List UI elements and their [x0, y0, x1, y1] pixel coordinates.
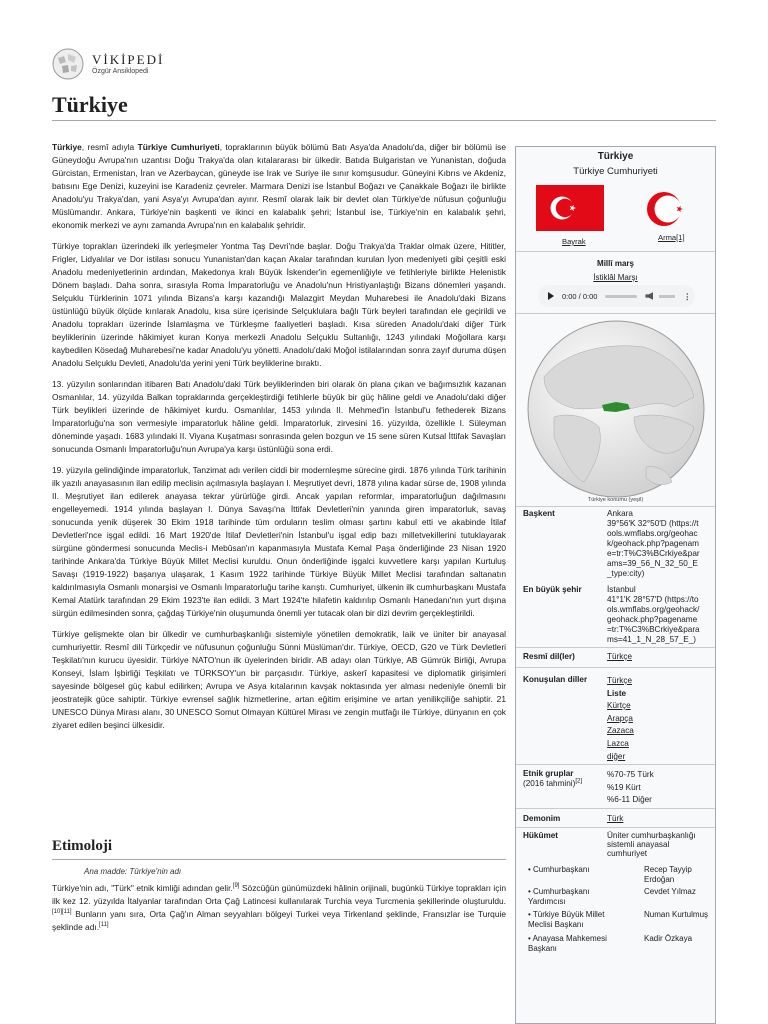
infobox-separator: [516, 313, 715, 314]
infobox-separator: [516, 827, 715, 828]
more-options-icon[interactable]: ⋮: [683, 291, 691, 301]
official-language-value[interactable]: Türkçe: [607, 652, 633, 661]
demonym-label: Demonim: [523, 814, 561, 823]
emblem-caption[interactable]: Arma[1]: [658, 233, 685, 242]
capital-value[interactable]: [607, 509, 711, 579]
language-item[interactable]: Türkçe: [607, 676, 633, 685]
location-globe-map[interactable]: [524, 317, 709, 502]
ethnic-item[interactable]: %70-75 Türk: [607, 770, 654, 779]
largest-city-label: En büyük şehir: [523, 585, 582, 594]
page-title: Türkiye: [52, 92, 128, 117]
leader-name[interactable]: Cevdet Yılmaz: [644, 887, 696, 896]
reference-link[interactable]: [11]: [99, 922, 109, 929]
reference-link[interactable]: [2]: [575, 778, 583, 785]
infobox-separator: [516, 251, 715, 252]
leader-role-text[interactable]: Türkiye Büyük Millet Meclisi Başkanı: [528, 910, 605, 929]
history-paragraph-3: 19. yüzyıla gelindiğinde imparatorluk, Tanzimat adı verilen ciddi bir modernleşme sürecine girdi. 1876 yılında Türk tarihinin ilk yazılı anayasasının ilan edilip meclisin açılmasıyla başlayan I. Meşrutiyet devri, 1878 yılına kadar sürse de, 1908 yılında II. Meşrutiyet ilan edilerek anayasa tekrar yürürlüğe girdi. Ancak yapılan reformlar, imparatorluğun dağılmasını engelleyemedi. 1914 yılında başlayan I. Dünya Savaşı'na İttifak Devletleri'nin yanında giren imparatorluk, savaş sonucunda yenik düşerek 30 Ekim 1918 tarihinde tüm orduların teslim olması şartını kabul etti ve akabinde İtilaf Devletleri'nce işgal edildi. 16 Mart 1920'de İtilaf Devletleri'nin İstanbul'u işgal edip bazı milletvekillerini tutuklayarak sürgüne göndermesi sonucunda Meclis-i Mebûsan'ın kapanmasıyla Mustafa Kemal Paşa önderliğinde 23 Nisan 1920 tarihinde Ankara'da Türkiye Büyük Millet Meclisi kuruldu. Onun önderliğinde işgalci kuvvetlere karşı yapılan Kurtuluş Savaşı (1919-1922) başarıya ulaşarak, 1 Kasım 1922 tarihinde Türkiye Büyük Millet Meclisi tarafından saltanatın kaldırılmasıyla Osmanlı monarşisi ve Osmanlı İmparatorluğu tarihe karıştı. Cumhuriyet, ülkenin ilk cumhurbaşkanı Mustafa Kemal Atatürk tarafından 29 Ekim 1923'te ilan edildi. 3 Mart 1924'te hilafetin kaldırılıp Osmanlı Hanedanı'nın yurt dışına sürgün edilmesinden sonra, çağdaş Türkiye'nin oluşumunda önemli yer tutacak olan bir dizi devrim gerçekleştirildi.: [52, 465, 506, 618]
wikipedia-globe-logo[interactable]: [52, 48, 84, 80]
leader-name[interactable]: Recep Tayyip Erdoğan: [644, 865, 692, 884]
hatnote-main-article[interactable]: Ana madde: Türkiye'nin adı: [84, 867, 182, 876]
ethnic-item[interactable]: %19 Kürt: [607, 782, 641, 792]
etymology-text-1: Türkiye'nin adı, "Türk" etnik kimliği adından gelir.: [52, 883, 233, 893]
language-item[interactable]: diğer: [607, 751, 626, 761]
site-tagline: Özgür Ansiklopedi: [92, 68, 149, 75]
demonym-value[interactable]: Türk: [607, 814, 624, 823]
leader-role[interactable]: • Türkiye Büyük Millet Meclisi Başkanı: [528, 910, 605, 929]
leader-name[interactable]: Numan Kurtulmuş: [644, 910, 709, 919]
reference-link[interactable]: [10][11]: [52, 909, 72, 916]
largest-city-coords[interactable]: ols.wmflabs.org/geohack/: [607, 605, 700, 614]
largest-city-coords[interactable]: =tr:T%C3%BCrkiye&para: [607, 625, 700, 634]
infobox-separator: [516, 667, 715, 668]
etymology-text-3: Bunların yanı sıra, Orta Çağ'ın Alman seyyahları bölgeyi Turkei veya Tirkenland şeklinde, Fransızlar ise Turquie şeklinde adı.: [52, 909, 506, 932]
ethnic-groups-list: [607, 769, 711, 807]
infobox-separator: [516, 506, 715, 507]
map-caption: Türkiye konumu (yeşil): [587, 497, 644, 503]
leader-role-text[interactable]: Anayasa Mahkemesi Başkanı: [528, 934, 607, 953]
lead-paragraph: Türkiye, resmî adıyla Türkiye Cumhuriyeti, topraklarının büyük bölümü Batı Asya'da Anadolu'da, diğer bir bölümü ise Güneydoğu Avrupa'nın uzantısı Doğu Trakya'da olan kıtalararası bir ülkedir. Batıda Bulgaristan ve Yunanistan, doğuda Gürcistan, Ermenistan, İran ve Azerbaycan, güneyde ise Irak ve Suriye ile sınır komşusudur. Güneyini Kıbrıs ve Akdeniz, batısını Ege Denizi, kuzeyini ise Karadeniz çevreler. Marmara Denizi ise İstanbul Boğazı ve Çanakkale Boğazı ile birlikte Anadolu'yu Trakya'dan, yani Asya'yı Avrupa'dan ayırır. Resmî olarak laik bir devlet olan Türkiye'de nüfusun çoğunluğu Müslümandır. Ankara, Türkiye'nin başkenti ve ikinci en kalabalık şehri; İstanbul ise, Türkiye'nin en kalabalık şehri, ekonomik merkezi ve aynı zamanda Avrupa'nın en kalabalık şehridir.: [52, 142, 506, 230]
title-divider: [52, 120, 716, 121]
ethnic-groups-label: [523, 769, 603, 789]
capital-coords[interactable]: 39°56′K 32°50′D (https://t: [607, 519, 699, 528]
capital-label: Başkent: [523, 509, 555, 518]
official-language-label: Resmî dil(ler): [523, 652, 575, 661]
leader-role[interactable]: • Anayasa Mahkemesi Başkanı: [528, 934, 607, 953]
spoken-languages-list: [607, 675, 711, 763]
leader-role-text[interactable]: Cumhurbaşkanı Yardımcısı: [528, 887, 590, 906]
largest-city-coords[interactable]: 41°1′K 28°57′D (https://to: [607, 595, 699, 604]
ethnic-groups-sub: (2016 tahmini): [523, 779, 576, 788]
leader-role-text[interactable]: Cumhurbaşkanı: [533, 865, 590, 874]
play-icon[interactable]: [548, 292, 554, 300]
volume-icon[interactable]: [645, 292, 653, 300]
section-divider: [52, 859, 506, 860]
audio-progress-bar[interactable]: [605, 295, 637, 298]
emblem-image[interactable]: [644, 187, 688, 231]
language-item[interactable]: Arapça: [607, 713, 633, 723]
capital-coords[interactable]: k/geohack.php?pagenam: [607, 539, 699, 548]
infobox: [515, 146, 716, 1024]
site-wordmark[interactable]: VİKİPEDİ: [92, 52, 165, 67]
language-list-toggle[interactable]: Liste: [607, 688, 627, 698]
infobox-separator: [516, 647, 715, 648]
government-value[interactable]: Üniter cumhurbaşkanlığı sistemli anayasal cumhuriyet: [607, 831, 696, 858]
volume-slider[interactable]: [659, 295, 675, 298]
largest-city-value[interactable]: [607, 585, 711, 645]
largest-city-coords[interactable]: ms=41_1_N_28_57_E_): [607, 635, 696, 644]
section-heading-etymology: Etimoloji: [52, 838, 112, 854]
audio-time: 0:00 / 0:00: [562, 291, 598, 301]
lead-term: Türkiye: [52, 142, 82, 152]
anthem-name[interactable]: İstiklâl Marşı: [593, 273, 638, 282]
ethnic-item[interactable]: %6-11 Diğer: [607, 795, 652, 804]
history-paragraph-1: Türkiye toprakları üzerindeki ilk yerleşmeler Yontma Taş Devri'nde başlar. Doğu Trakya'da Traklar olmak üzere, Hititler, Frigler, Lidyalılar ve Dor istilası sonucu Yunanistan'dan kaçan Akalar tarafından kurulan İyon medeniyeti gibi çeşitli eski Anadolu medeniyetlerinin ardından, Makedonya kralı Büyük İskender'in egemenliğiyle ve fetihleriyle birlikte Helenistik Dönem başladı. Daha sonra, sırasıyla Roma İmparatorluğu ve Anadolu'nun Hristiyanlaştığı Bizans dönemleri yaşandı. Selçuklu Türklerinin 1071 yılında Bizans'a karşı kazandığı Malazgirt Meydan Muharebesi ile Anadolu'daki Bizans üstünlüğü büyük ölçüde kırılarak Anadolu, kısa süre içerisinde Selçuklulara bağlı Türk beyleri tarafından ele geçirildi ve Anadolu toprakları üzerinde İslamlaşma ve Türkleşme faaliyetleri başladı. Kısa süreden Anadolu'daki diğer Türk beyliklerinin üzerinde hâkimiyet kuran Konya merkezli Anadolu Selçuklu Sultanlığı, 1243 yılındaki Moğollara karşı kaybedilen Kösedağ Muharebesi'ne kadar Anadolu'yu yönetti. Anadolu'daki Moğol istilalarından sonra zayıf duruma düşen Anadolu Selçuklu Devleti, Anadolu'da yerini yeni Türk beyliklerine bıraktı.: [52, 241, 506, 368]
capital-coords[interactable]: ools.wmflabs.org/geohac: [607, 529, 698, 538]
etymology-paragraph: [52, 882, 506, 934]
modern-paragraph: Türkiye gelişmekte olan bir ülkedir ve cumhurbaşkanlığı sistemiyle yönetilen demokratik, laik ve üniter bir anayasal cumhuriyettir. Resmî dili Türkçedir ve nüfusunun çoğunluğu Sünni Müslüman'dır. Türkiye, OECD, G20 ve Türk Devletleri Teşkilatı'nın kurucu üyesidir. Türkiye NATO'nun ilk üyelerinden biridir. AB adayı olan Türkiye, AB Gümrük Birliği, Avrupa Konseyi, İslam İşbirliği Teşkilatı ve TÜRKSOY'un bir parçasıdır. Türkiye, askerî kapasitesi ve diplomatik girişimleri sayesinde bölgesel güç kabul edilirken; Avrupa ve Asya kıtalarının kavşak noktasında yer alması nedeniyle önemli bir jeostratejik güce sahiptir. Türkiye evrensel sağlık hizmetlerine, artan eğitim erişimine ve artan yenilikçiliğe sahiptir. 21 UNESCO Dünya Mirası alanı, 30 UNESCO Somut Olmayan Kültürel Mirası ve zengin mutfağı ile Türkiye, dünyanın en çok ziyaret edilen beşinci ülkesidir.: [52, 629, 506, 730]
infobox-title: Türkiye: [597, 151, 634, 162]
leader-role[interactable]: • Cumhurbaşkanı: [528, 865, 590, 874]
infobox-separator: [516, 808, 715, 809]
history-paragraph-2: 13. yüzyılın sonlarından itibaren Batı Anadolu'daki Türk beyliklerinden biri olarak ön plana çıkan ve bağımsızlık kazanan Osmanlılar, 14. yüzyılda Balkan topraklarında gerçekleştirdiği fetihlerle büyük bir güç hâline geldi ve Anadolu'daki diğer Türk beylikleri üzerinde de hâkimiyet kurdu. Osmanlılar, 1453 yılında II. Mehmed'in İstanbul'u fethederek Bizans İmparatorluğu'na son vermesiyle imparatorluk hâline geldi. İmparatorluk, zirvesini 16. yüzyılda, özellikle I. Süleyman döneminde yaşadı. 1683 yılındaki II. Viyana Kuşatması sonrasında gelen bozgun ve 15 sene süren Kutsal İttifak Savaşları sonucunda Osmanlı İmparatorluğu'nun Avrupa'ya karşı üstünlüğü sona erdi.: [52, 379, 506, 454]
infobox-separator: [516, 764, 715, 765]
language-item[interactable]: Zazaca: [607, 726, 634, 736]
anthem-label: Millî marş: [597, 259, 634, 268]
leader-role[interactable]: • Cumhurbaşkanı Yardımcısı: [528, 887, 590, 906]
audio-player[interactable]: [538, 285, 695, 307]
flag-image[interactable]: [536, 185, 604, 231]
capital-city[interactable]: Ankara: [607, 509, 633, 518]
language-item[interactable]: Kürtçe: [607, 701, 631, 711]
infobox-subtitle: Türkiye Cumhuriyeti: [573, 166, 658, 177]
largest-city-name[interactable]: İstanbul: [607, 585, 636, 594]
lead-official-name: Türkiye Cumhuriyeti: [137, 142, 220, 152]
language-item[interactable]: Lazca: [607, 738, 629, 748]
leader-name[interactable]: Kadir Özkaya: [644, 934, 693, 943]
capital-coords[interactable]: e=tr:T%C3%BCrkiye&par: [607, 549, 700, 558]
largest-city-coords[interactable]: geohack.php?pagename: [607, 615, 698, 624]
article-body: [52, 141, 506, 740]
capital-coords[interactable]: _type:city): [607, 569, 645, 578]
ethnic-groups-title: Etnik gruplar: [523, 769, 574, 778]
government-label: Hükûmet: [523, 831, 559, 840]
flag-caption[interactable]: Bayrak: [562, 237, 586, 246]
etymology-text-2: Sözcüğün günümüzdeki hâlinin orijinali, bugünkü Türkiye toprakları için ilk kez 12. yüzyılda İtalyanlar tarafından Orta Çağ Latincesi kullanılarak Turchia veya Turcmenia şekillerinde oluşturuldu.: [52, 883, 506, 906]
reference-link[interactable]: [9]: [232, 883, 240, 890]
spoken-languages-label: Konuşulan diller: [523, 675, 588, 684]
capital-coords[interactable]: ams=39_56_N_32_50_E: [607, 559, 698, 568]
